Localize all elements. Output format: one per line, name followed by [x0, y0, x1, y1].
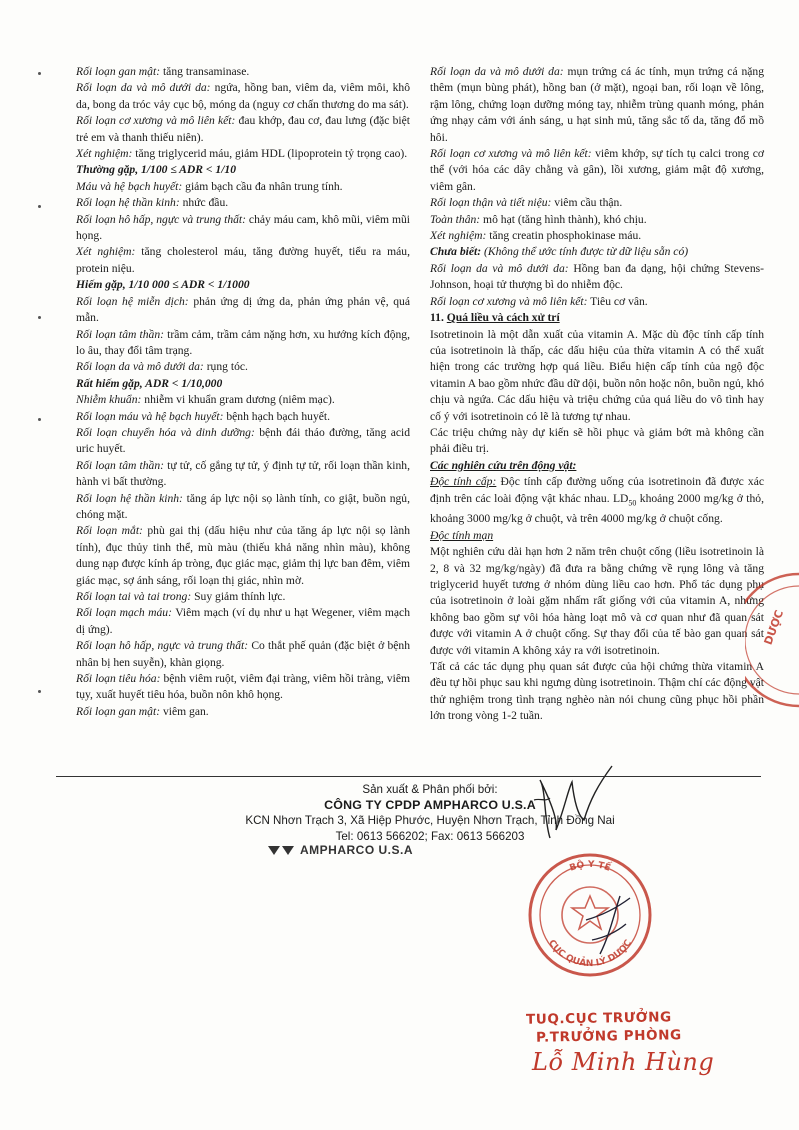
adr-entry: Rối loạn hệ thần kinh: nhức đầu.	[76, 196, 229, 210]
chronic-toxicity-heading: Độc tính mạn	[430, 528, 494, 542]
company-name: CÔNG TY CPDP AMPHARCO U.S.A	[324, 797, 536, 812]
adr-entry: Rối loạn thận và tiết niệu: viêm cầu thận.	[430, 196, 623, 210]
approval-signature-block	[512, 1010, 732, 1076]
left-column	[76, 64, 410, 720]
paragraph: Các triệu chứng này dự kiến sẽ hồi phục và giảm bớt mà không cần phải điều trị.	[430, 425, 764, 456]
approval-title-1: TUQ.CỤC TRƯỞNG	[525, 1009, 672, 1028]
handwritten-signature-stamp	[580, 890, 640, 960]
paragraph: Isotretinoin là một dẫn xuất của vitamin A. Mặc dù độc tính cấp tính của isotretinoin là thấp, các dấu hiệu của thừa vitamin A có thể xuất hiện trong các trường hợp quá liều. Biểu hiện cấp tính của ngộ độc vitamin A bao gồm nhức đầu dữ dội, buồn nôn hoặc nôn, buồn ngủ, khó chịu và ngứa. Các dấu hiệu và triệu chứng của quá liều do vô tình hay cố ý với isotretinoin có lẽ là tương tự nhau.	[430, 327, 764, 423]
adr-entry: Rối loạn gan mật: tăng transaminase.	[76, 65, 250, 78]
adr-entry: Rối loạn mạch máu: Viêm mạch (ví dụ như u hạt Wegener, viêm mạch dị ứng).	[76, 606, 411, 636]
stamp-text-bottom: CỤC QUẢN LÝ DƯỢC	[545, 938, 635, 970]
animal-studies-heading: Các nghiên cứu trên động vật:	[430, 458, 577, 472]
logo-mark-icon	[268, 846, 294, 855]
adr-entry: Rối loạn tai và tai trong: Suy giảm thính lực.	[76, 590, 286, 603]
footer-label: Sản xuất & Phân phối bởi:	[362, 783, 498, 796]
logo-text: AMPHARCO U.S.A	[300, 843, 414, 857]
adr-entry: Rối loạn mắt: phù gai thị (dấu hiệu như của tăng áp lực nội sọ lành tính), đục thủy tinh thể, mù màu (thiếu khả năng nhìn màu), không dung nạp được kính áp tròng, đục giác mạc, giảm thị lực ban đêm, viêm giác mạc, sợ ánh sáng, rối loạn thị giác, nhìn mờ.	[76, 524, 410, 587]
adr-entry: Rối loạn gan mật: viêm gan.	[76, 704, 209, 718]
adr-entry: Rối loạn tâm thần: trầm cảm, trầm cảm nặng hơn, xu hướng kích động, lo âu, thay đổi tâm trạng.	[76, 327, 410, 357]
margin-dot	[38, 205, 41, 208]
edge-stamp-fragment	[745, 570, 799, 710]
signatory-name: Lỗ Minh Hùng	[532, 1048, 715, 1076]
company-phone: Tel: 0613 566202; Fax: 0613 566203	[335, 829, 525, 843]
adr-entry: Nhiễm khuẩn: nhiễm vi khuẩn gram dương (niêm mạc).	[76, 393, 335, 407]
margin-dot	[38, 72, 41, 75]
adr-entry: Rối loạn hô hấp, ngực và trung thất: chảy máu cam, khô mũi, viêm mũi họng.	[76, 212, 410, 243]
paragraph: Tất cả các tác dụng phụ quan sát được của hội chứng thừa vitamin A đều tự hồi phục sau khi ngưng dùng isotretinoin. Thậm chí các động vật thử nghiệm trong tình trạng nghèo nàn nói chung cũng phục hồi phần lớn trong vòng 1-2 tuần.	[430, 659, 764, 723]
adr-entry: Rối loạn hệ miễn dịch: phản ứng dị ứng da, phản ứng phản vệ, quá mẫn.	[76, 294, 410, 325]
margin-dot	[38, 316, 41, 319]
adr-entry: Rối loạn tiêu hóa: bệnh viêm ruột, viêm đại tràng, viêm hồi tràng, viêm tụy, xuất huyết tiêu hóa, buồn nôn khô họng.	[76, 672, 410, 702]
adr-entry: Rối loạn chuyển hóa và dinh dưỡng: bệnh đái tháo đường, tăng acid uric huyết.	[76, 425, 411, 456]
adr-entry: Rối loạn cơ xương và mô liên kết: Tiêu cơ vân.	[430, 294, 648, 308]
adr-entry: Rối loạn cơ xương và mô liên kết: viêm khớp, sự tích tụ calci trong cơ thể (với hóa các dây chằng và gân), lồi xương, giảm mật độ xương, viêm gân.	[430, 147, 764, 193]
adr-entry: Xét nghiệm: tăng creatin phosphokinase máu.	[430, 229, 642, 243]
paragraph: Độc tính cấp: Độc tính cấp đường uống của isotretinoin đã được xác định trên các loài động vật khác nhau. $LD_{50}$ khoảng 2000 mg/kg ở thỏ, khoảng 3000 mg/kg ở chuột, và trên 4000 mg/kg ở chuột cống.	[430, 475, 764, 526]
adr-entry: Rối loạn da và mô dưới da: ngứa, hồng ban, viêm da, viêm môi, khô da, bong da tróc vảy cục bộ, móng da (nguy cơ chấn thương do ma sát).	[76, 81, 411, 111]
company-logo	[268, 843, 413, 857]
stamp-text-top: BỘ Y TẾ	[568, 859, 612, 874]
adr-entry: Rối loạn máu và hệ bạch huyết: bệnh hạch bạch huyết.	[76, 409, 331, 423]
frequency-heading-common: Thường gặp, 1/100 ≤ ADR < 1/10	[76, 163, 237, 177]
frequency-heading-very-rare: Rất hiếm gặp, ADR < 1/10,000	[76, 376, 223, 390]
section-11-heading: 11. Quá liều và cách xử trí	[430, 311, 560, 325]
handwritten-signature-top	[520, 760, 630, 850]
footer-divider	[56, 776, 761, 777]
adr-entry: Xét nghiệm: tăng triglycerid máu, giảm HDL (lipoprotein tỷ trọng cao).	[76, 147, 408, 161]
adr-entry: Rối loạn tâm thần: tự tử, cố gắng tự tử, ý định tự tử, rối loạn thần kinh, hành vi bất thường.	[76, 458, 410, 489]
right-column	[430, 64, 764, 725]
frequency-heading-unknown: Chưa biết: (Không thể ước tính được từ dữ liệu sẵn có)	[430, 245, 689, 259]
approval-title-2: P.TRƯỞNG PHÒNG	[535, 1027, 682, 1046]
adr-entry: Xét nghiệm: tăng cholesterol máu, tăng đường huyết, tiểu ra máu, protein niệu.	[76, 245, 410, 275]
edge-stamp-text: DƯỢC	[761, 608, 787, 647]
margin-dot	[38, 690, 41, 693]
adr-entry: Toàn thân: mô hạt (tăng hình thành), khó chịu.	[430, 212, 647, 226]
margin-dot	[38, 418, 41, 421]
adr-entry: Máu và hệ bạch huyết: giảm bạch cầu đa nhân trung tính.	[76, 179, 343, 193]
paragraph: Một nghiên cứu dài hạn hơn 2 năm trên chuột cống (liều isotretinoin là 2, 8 và 32 mg/kg/ngày) đã đưa ra bằng chứng về rụng lông và tăng triglycerid huyết tương ở nhóm dùng liều cao hơn. Phổ tác dụng phụ của isotretinoin ở loài gặm nhấm rất giống với của vitamin A, nhưng không bao gồm sự vôi hóa hàng loạt mô và cơ quan như đã quan sát được với vitamin A ở chuột cống. Sự thay đổi của tế bào gan quan sát được với vitamin A không xảy ra với isotretinoin.	[430, 545, 764, 657]
adr-entry: Rối loạn hệ thần kinh: tăng áp lực nội sọ lành tính, co giật, buồn ngủ, chóng mặt.	[76, 491, 410, 521]
adr-entry: Rối loạn cơ xương và mô liên kết: đau khớp, đau cơ, đau lưng (đặc biệt trẻ em và thanh thiếu niên).	[76, 114, 410, 144]
adr-entry: Rối loạn da và mô dưới da: Hồng ban đa dạng, hội chứng Stevens-Johnson, hoại tử thượng bì do nhiễm độc.	[430, 261, 764, 292]
company-address: KCN Nhơn Trạch 3, Xã Hiệp Phước, Huyện Nhơn Trạch, Tỉnh Đồng Nai	[245, 814, 615, 828]
frequency-heading-rare: Hiếm gặp, 1/10 000 ≤ ADR < 1/1000	[76, 278, 250, 292]
adr-entry: Rối loạn hô hấp, ngực và trung thất: Co thắt phế quản (đặc biệt ở bệnh nhân bị hen suyễn), khàn giọng.	[76, 639, 410, 669]
adr-entry: Rối loạn da và mô dưới da: rụng tóc.	[76, 360, 248, 374]
adr-entry: Rối loạn da và mô dưới da: mụn trứng cá ác tính, mụn trứng cá nặng thêm (mụn bùng phát), hồng ban (ở mặt), ngoại ban, rối loạn về lông, rậm lông, chứng loạn dưỡng móng tay, nhiễm trùng quanh móng, phản ứng nhạy cảm với ánh sáng, u hạt sinh mủ, tăng sắc tố da, tăng đổ mồ hôi.	[430, 65, 765, 144]
